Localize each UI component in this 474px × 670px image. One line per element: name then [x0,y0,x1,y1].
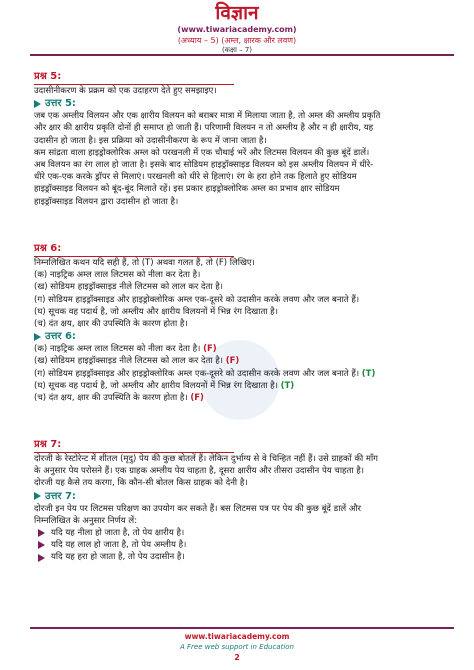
question-6-line: (ख) सोडियम हाइड्रॉक्साइड नीले लिटमस को लाल कर देता है। [34,282,224,293]
answer-6-item: (घ) सूचक वह पदार्थ है, जो अम्लीय और क्षारीय विलयनों में भिन्न रंग दिखाता है। (T) [34,380,295,391]
question-6 [34,242,452,404]
question-5 [34,70,452,208]
answer-5-body [34,110,452,208]
header-website[interactable]: (www.tiwariacademy.com) [177,25,297,34]
answer-arrow-icon [34,100,41,108]
question-7-line: के अनुसार पेय परोसने हैं। एक ग्राहक अम्लीय पेय चाहता है, दूसरा क्षारीय और तीसरा उदासीन पेय चाहता है। [34,466,365,477]
answer-7-bullet: यदि यह नीला हो जाता है, तो पेय क्षारीय है। [34,527,452,539]
question-6-heading: प्रश्न 6: [34,243,62,254]
question-7-line: दोरजी के रेस्टोरेन्ट में शीतल (मृदु) पेय की कुछ बोतलें हैं। लेकिन दुर्भाग्य से वे चिन्हित नहीं हैं। उसे ग्राहकों की माँग [34,454,378,464]
bullet-arrow-icon [38,554,45,562]
page-header [0,2,474,55]
answer-arrow-icon [34,492,41,500]
answer-5-line: और क्षार की क्षारीय प्रकृति दोनों ही समाप्त हो जाती हैं। परिणामी विलयन न तो अम्लीय है और न ही क्षारीय, यह [34,123,374,134]
answer-5-line: उदासीन हो जाता है। इस प्रक्रिया को उदासीनीकरण के रूप में जाना जाता है। [34,135,267,146]
footer-tagline: A Free web support in Education [179,643,294,651]
page-footer [0,632,474,664]
answer-5-heading: उत्तर 5: [34,97,452,110]
question-7-heading: प्रश्न 7: [34,439,62,450]
true-mark: (T) [280,380,295,391]
answer-5-line: जब एक अम्लीय विलयन और एक क्षारीय विलयन को बराबर मात्रा में मिलाया जाता है, तो अम्ल की अम्लीय प्रकृति [34,111,381,122]
answer-5-line: हाइड्रॉक्साइड विलयन को बूंद-बूंद मिलाते रहें। इस प्रकार हाइड्रोक्लोरिक अम्ल का प्रभाव क्षार सोडियम [34,184,340,195]
answer-7-bullet: यदि यह लाल हो जाता है, तो पेय अम्लीय है। [34,539,452,551]
answer-arrow-icon [34,333,41,341]
answer-7-line: दोरजी इन पेय पर लिटमस परिक्षण का उपयोग कर सकते हैं। बस लिटमस पत्र पर पेय की कुछ बूंदें डालें और [34,503,362,514]
question-7 [34,438,452,564]
subject-title: विज्ञान [215,2,259,24]
false-mark: (F) [190,393,204,404]
footer-website[interactable]: www.tiwariacademy.com [184,632,290,641]
answer-6-item: (क) नाइट्रिक अम्ल लाल लिटमस को नीला कर देता है। (F) [34,344,217,355]
question-5-heading: प्रश्न 5: [34,71,62,82]
bullet-arrow-icon [38,541,45,549]
answer-7-line: निम्नलिखित के अनुसार निर्णय लें: [34,515,138,526]
answer-6-heading: उत्तर 6: [34,330,452,343]
question-6-line: (ग) सोडियम हाइड्रॉक्साइड और हाइड्रोक्लोरिक अम्ल एक-दूसरे को उदासीन करके लवण और जल बनाते हैं। [34,294,360,305]
answer-5-line: अब विलयन का रंग लाल हो जाता है। इसके बाद सोडियम हाइड्रॉक्साइड विलयन को इस अम्लीय विलयन में धीरे- [34,160,374,171]
question-5-text: उदासीनीकरण के प्रक्रम को एक उदाहरण देते हुए समझाइए। [34,86,217,96]
answer-6-item: (ख) सोडियम हाइड्रॉक्साइड नीले लिटमस को लाल कर देता है। (F) [34,356,240,367]
question-6-line: (क) नाइट्रिक अम्ल लाल लिटमस को नीला कर देता है। [34,270,201,281]
answer-6-item: (च) दंत क्षय, क्षार की उपस्थिति के कारण होता है। (F) [34,393,204,404]
question-6-line: (घ) सूचक वह पदार्थ है, जो अम्लीय और क्षारीय विलयनों में भिन्न रंग दिखाता है। [34,306,278,317]
false-mark: (F) [203,344,217,355]
answer-6-item: (ग) सोडियम हाइड्रॉक्साइड और हाइड्रोक्लोरिक अम्ल एक-दूसरे को उदासीन करके लवण और जल बनाते हैं। (T) [34,368,376,379]
chapter-title: (अध्याय – 5) (अम्ल, क्षारक और लवण) [177,36,297,45]
true-mark: (T) [361,368,376,379]
question-6-line: (च) दंत क्षय, क्षार की उपस्थिति के कारण होता है। [34,319,188,330]
bullet-arrow-icon [38,529,45,537]
question-6-line: निम्नलिखित कथन यदि सही हैं, तो (T) अथवा गलत हैं, तो (F) लिखिए। [34,258,255,268]
answer-5-line: धीरे एक-एक करके ड्रॉपर से मिलाएं। परखनली को धीरे से हिलाएं। रंग के हरा होने तक हिलाते हुए सोडियम [34,172,357,183]
header-divider [30,54,454,56]
answer-7-bullet: यदि यह हरा हो जाता है, तो पेय उदासीन है। [34,551,452,563]
class-label: (कक्षा – 7) [221,46,253,54]
question-7-line: दोरजी यह कैसे तय करगा, कि कौन-सी बोतल किस ग्राहक को देनी है। [34,478,248,489]
footer-divider [30,627,454,629]
answer-5-line: कम सांद्रता वाला हाइड्रोक्लोरिक अम्ल को परखनली में एक चौथाई भरें और लिटमस विलयन की कुछ बूंदें डालें। [34,147,370,158]
answer-7-heading: उत्तर 7: [34,490,452,503]
false-mark: (F) [225,356,240,367]
answer-5-line: हाइड्रॉक्साइड विलयन द्वारा उदासीन हो जाता है। [34,196,179,207]
page-number: 2 [234,653,240,662]
